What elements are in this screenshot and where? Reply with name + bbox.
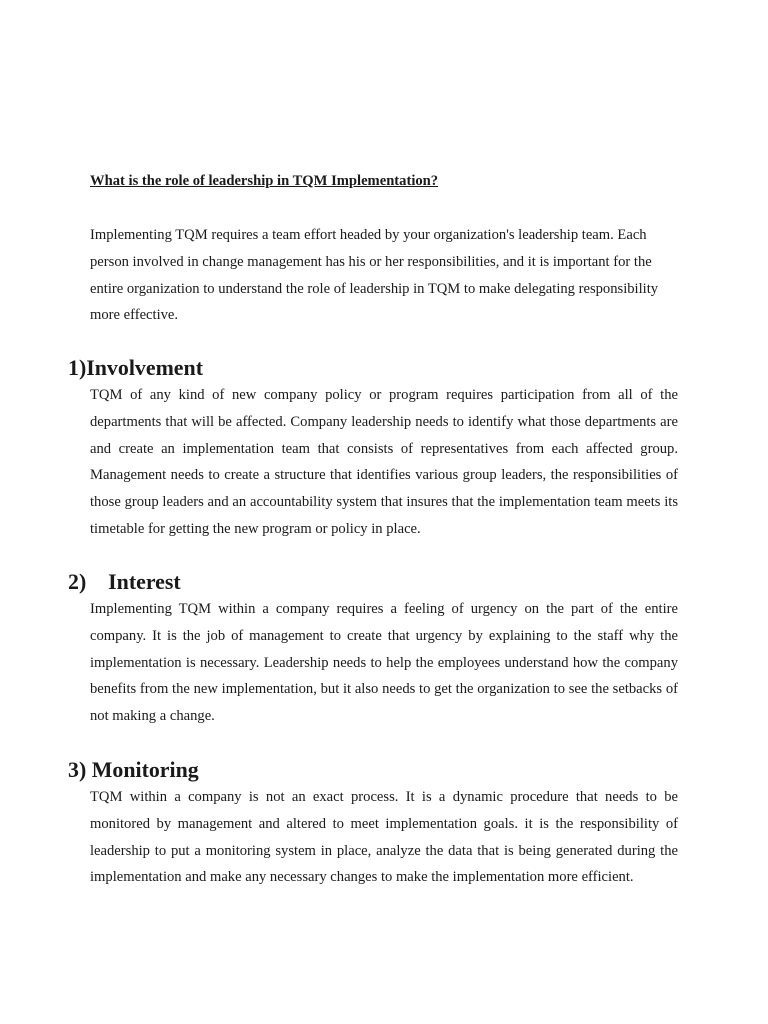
section-heading-interest: 2) Interest [68, 569, 181, 594]
section-heading-monitoring: 3) Monitoring [68, 757, 199, 782]
section-body-interest: Implementing TQM within a company requires a feeling of urgency on the part of the entire company. It is the job of management to create that urgency by explaining to the staff why the implementation is necessary. Leadership needs to help the employees understand how the company benefits from the new implementation, but it also needs to get the organization to see the setbacks of not making a change. [90, 601, 678, 725]
section-body-monitoring: TQM within a company is not an exact process. It is a dynamic procedure that needs to be monitored by management and altered to meet implementation goals. it is the responsibility of leadership to put a monitoring system in place, analyze the data that is being generated during the implementation and make any necessary changes to make the implementation more efficient. [90, 789, 678, 886]
section-body-involvement: TQM of any kind of new company policy or program requires participation from all of the departments that will be affected. Company leadership needs to identify what those departments are and create an implementation team that consists of representatives from each affected group. Management needs to create a structure that identifies various group leaders, the responsibilities of those group leaders and an accountability system that insures that the implementation team meets its timetable for getting the new program or policy in place. [90, 387, 678, 537]
document-title: What is the role of leadership in TQM Implementation? [90, 173, 439, 189]
intro-paragraph: Implementing TQM requires a team effort headed by your organization's leadership team. Each person involved in change management has his or her responsibilities, and it is important for the entire organization to understand the role of leadership in TQM to make delegating responsibility more effective. [90, 227, 659, 324]
section-heading-involvement: 1)Involvement [68, 355, 203, 380]
